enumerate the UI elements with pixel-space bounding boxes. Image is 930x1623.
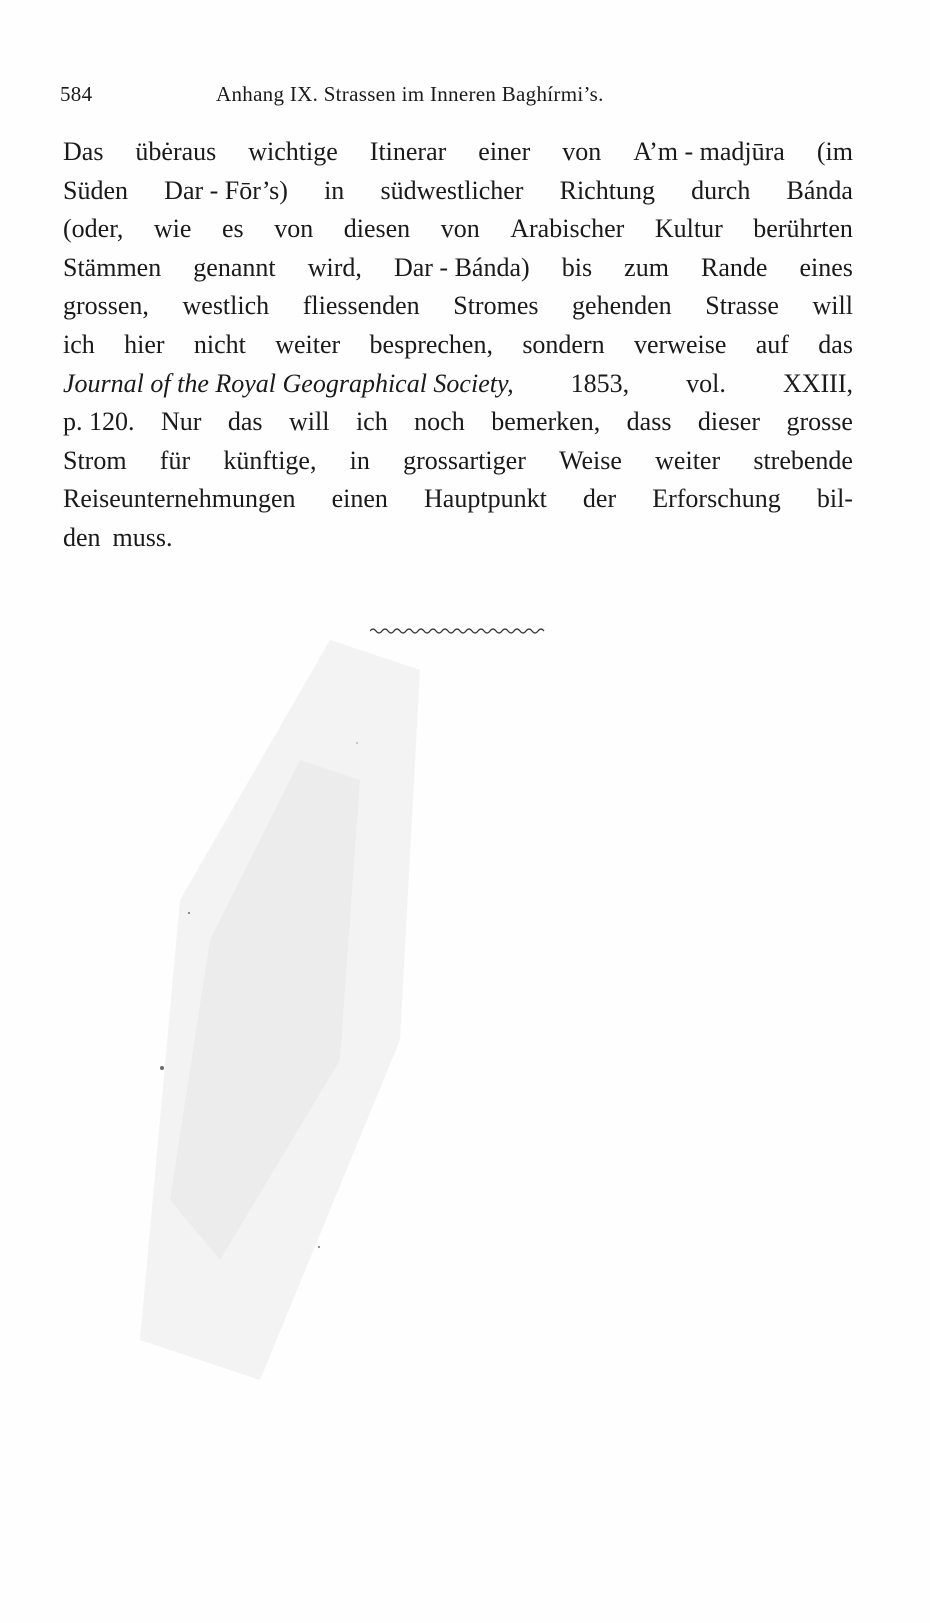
word: grosse — [786, 407, 853, 437]
word: Stämmen — [63, 252, 162, 282]
word: Das — [63, 137, 104, 166]
word: wichtige — [248, 137, 338, 166]
word: (im — [816, 137, 853, 166]
ink-speck — [188, 912, 190, 914]
word: bil- — [816, 484, 853, 514]
word: grossen, — [63, 291, 149, 321]
word: in — [349, 445, 370, 475]
text-line — [63, 133, 853, 172]
word: Hauptpunkt — [424, 484, 547, 514]
ink-speck — [160, 1066, 164, 1070]
word: übėraus — [135, 137, 217, 166]
word: künftige, — [223, 445, 317, 475]
word: bis — [561, 252, 593, 282]
word: noch — [414, 407, 465, 437]
show-through-stain — [0, 640, 430, 1400]
word: wird, — [307, 252, 362, 282]
text-line — [63, 172, 853, 211]
word: Itinerar — [369, 137, 447, 166]
word: südwestlicher — [380, 175, 524, 205]
word: Erforschung — [652, 484, 781, 514]
word: Weise — [559, 445, 622, 475]
text-line — [63, 365, 853, 404]
word: dieser — [697, 407, 761, 437]
word: Dar - Fōr’s) — [164, 175, 288, 205]
end-ornament-rule — [370, 626, 550, 636]
text-line — [63, 210, 853, 249]
word: durch — [691, 175, 751, 205]
stain-wedge — [140, 640, 420, 1380]
citation-journal-title: Journal of the Royal Geographical Society, — [63, 368, 514, 398]
citation-vol: vol. — [686, 368, 726, 398]
word: zum — [624, 252, 669, 282]
running-head — [60, 82, 820, 112]
body-paragraph — [63, 133, 853, 558]
word: der — [582, 484, 617, 514]
word: wie — [153, 214, 192, 244]
stain-wedge-inner — [170, 760, 360, 1260]
word: weiter — [275, 329, 341, 359]
word: p. 120. — [63, 407, 135, 437]
word: einer — [478, 137, 531, 166]
word: für — [159, 445, 191, 475]
citation-year: 1853, — [570, 368, 630, 398]
word: von — [562, 137, 602, 166]
word: Arabischer — [510, 214, 625, 244]
text-line — [63, 442, 853, 481]
word: Reiseunternehmungen — [63, 484, 296, 514]
word: weiter — [655, 445, 721, 475]
word: hier — [124, 329, 165, 359]
word: in — [324, 175, 345, 205]
running-title: Anhang IX. Strassen im Inneren Baghírmi’s. — [216, 82, 604, 106]
word: das — [818, 329, 853, 359]
ink-speck — [356, 742, 358, 744]
word: einen — [331, 484, 388, 514]
word: gehenden — [572, 291, 672, 321]
word: ich — [355, 407, 388, 437]
word: will — [289, 407, 330, 437]
text-line — [63, 326, 853, 365]
text-line — [63, 403, 853, 442]
word: es — [221, 214, 244, 244]
word: besprechen, — [369, 329, 493, 359]
ink-speck — [318, 1246, 320, 1248]
citation-volume-number: XXIII, — [782, 368, 853, 398]
word: genannt — [193, 252, 276, 282]
word: bemerken, — [491, 407, 601, 437]
word: den — [63, 522, 101, 552]
word: will — [812, 291, 853, 321]
word: Rande — [701, 252, 768, 282]
text-line — [63, 287, 853, 326]
word: von — [440, 214, 480, 244]
word: Dar - Bánda) — [393, 252, 530, 282]
word: ich — [63, 329, 95, 359]
text-line — [63, 249, 853, 288]
word: Strasse — [705, 291, 779, 321]
page-number: 584 — [60, 82, 93, 106]
word: das — [227, 407, 263, 437]
text-line — [63, 519, 853, 558]
word: A’m - madjūra — [633, 137, 785, 166]
word: sondern — [522, 329, 605, 359]
word: grossartiger — [403, 445, 526, 475]
text-line — [63, 480, 853, 519]
word: eines — [799, 252, 853, 282]
word: muss. — [112, 522, 173, 552]
word: Bánda — [786, 175, 853, 205]
word: dass — [626, 407, 672, 437]
word: diesen — [343, 214, 411, 244]
word: berührten — [753, 214, 853, 244]
word: Strom — [63, 445, 127, 475]
wavy-rule — [370, 629, 544, 633]
word: fliessenden — [302, 291, 420, 321]
word: Süden — [63, 175, 128, 205]
word: verweise — [633, 329, 727, 359]
word: Kultur — [654, 214, 723, 244]
word: (oder, — [63, 214, 124, 244]
word: strebende — [753, 445, 853, 475]
word: auf — [755, 329, 789, 359]
word: Stromes — [453, 291, 539, 321]
word: westlich — [182, 291, 270, 321]
word: nicht — [193, 329, 246, 359]
word: von — [274, 214, 314, 244]
word: Richtung — [559, 175, 655, 205]
word: Nur — [160, 407, 202, 437]
